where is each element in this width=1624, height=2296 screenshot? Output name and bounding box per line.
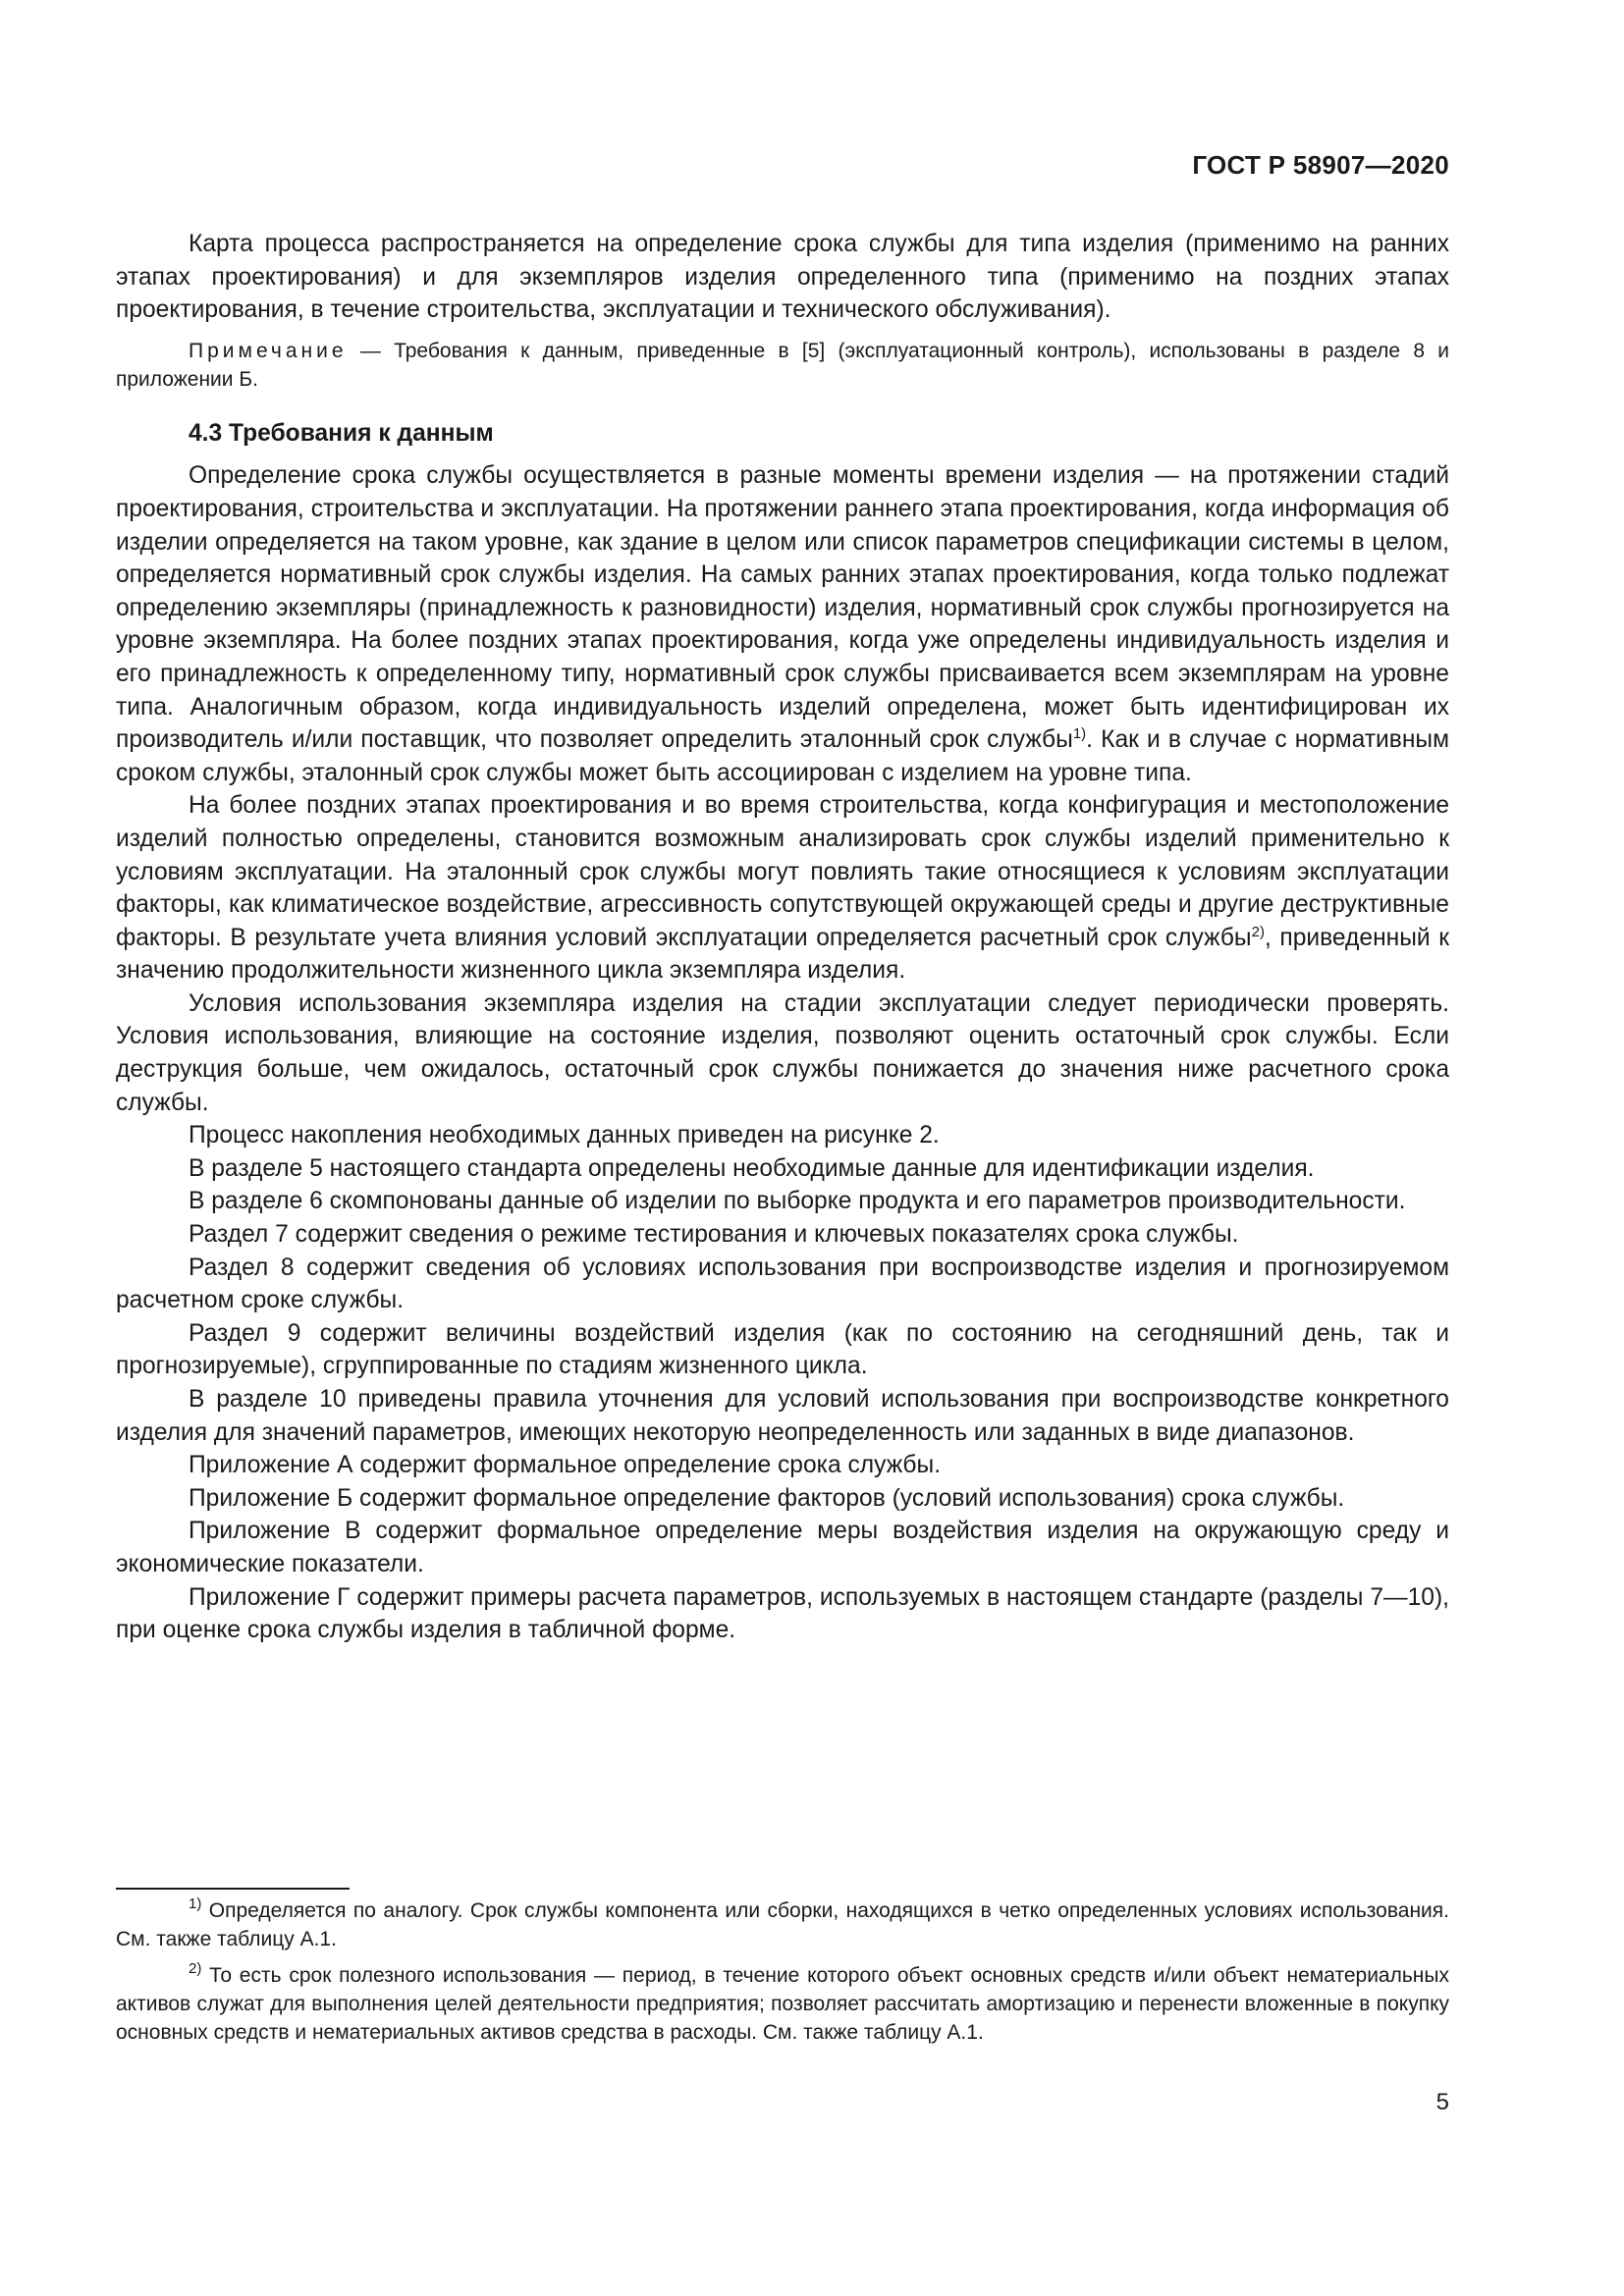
footnote — [116, 1896, 1449, 1953]
paragraph: Процесс накопления необходимых данных приведен на рисунке 2. — [189, 1122, 940, 1149]
footnote-text: Определяется по аналогу. Срок службы компонента или сборки, находящихся в четко определенных условиях использования. См. также таблицу А.1. — [116, 1899, 1449, 1950]
footnote-divider — [116, 1888, 350, 1890]
paragraph: Раздел 9 содержит величины воздействий изделия (как по состоянию на сегодняшний день, так и прогнозируемые), сгруппированные по стадиям жизненного цикла. — [116, 1319, 1449, 1380]
note-text: — Требования к данным, приведенные в [5] (эксплуатационный контроль), использованы в разделе 8 и приложении Б. — [116, 339, 1449, 391]
document-page — [116, 0, 1449, 2296]
paragraph-text: На более поздних этапах проектирования и во время строительства, когда конфигурация и местоположение изделий полностью определены, становится возможным анализировать срок службы изделий применительно к условиям эксплуатации. На эталонный срок службы могут повлиять такие относящиеся к условиям эксплуатации факторы, как климатическое воздействие, агрессивность сопутствующей окружающей среды и другие деструктивные факторы. В результате учета влияния условий эксплуатации определяется расчетный срок службы — [116, 792, 1449, 951]
paragraph: В разделе 10 приведены правила уточнения для условий использования при воспроизводстве конкретного изделия для значений параметров, имеющих некоторую неопределенность или заданных в виде диапазонов. — [116, 1386, 1449, 1446]
paragraph: Условия использования экземпляра изделия на стадии эксплуатации следует периодически проверять. Условия использования, влияющие на состояние изделия, позволяют оценить остаточный срок службы. Если деструкция больше, чем ожидалось, остаточный срок службы понижается до значения ниже расчетного срока службы. — [116, 989, 1449, 1116]
footnote — [116, 1961, 1449, 2047]
paragraph — [116, 459, 1449, 789]
paragraph: В разделе 5 настоящего стандарта определены необходимые данные для идентификации изделия. — [189, 1154, 1315, 1182]
footnote-marker: 2) — [189, 1960, 202, 1977]
paragraph: В разделе 6 скомпонованы данные об изделии по выборке продукта и его параметров производительности. — [189, 1188, 1406, 1215]
section-heading: 4.3 Требования к данным — [189, 419, 494, 447]
page-number: 5 — [1435, 2089, 1449, 2115]
paragraph: Приложение В содержит формальное определение меры воздействия изделия на окружающую среду и экономические показатели. — [116, 1518, 1449, 1577]
footnote-ref: 1) — [1072, 725, 1087, 743]
paragraph: Раздел 7 содержит сведения о режиме тестирования и ключевых показателях срока службы. — [189, 1221, 1239, 1249]
paragraph: Раздел 8 содержит сведения об условиях использования при воспроизводстве изделия и прогнозируемом расчетном сроке службы. — [116, 1254, 1449, 1314]
intro-paragraph: Карта процесса распространяется на определение срока службы для типа изделия (применимо на ранних этапах проектирования) и для экземпляров изделия определенного типа (применимо на поздних этапах проектирования, в течение строительства, эксплуатации и технического обслуживания). — [116, 231, 1449, 324]
paragraph-text: , приведенный к значению продолжительности жизненного цикла экземпляра изделия. — [116, 924, 1449, 985]
footnote-ref: 2) — [1251, 923, 1265, 940]
footnote-text: То есть срок полезного использования — период, в течение которого объект основных средств и/или объект нематериальных активов служат для выполнения целей деятельности предприятия; позволяет рассчитать амортизацию и перенести вложенные в покупку основных средств и нематериальных активов средства в расходы. См. также таблицу А.1. — [116, 1964, 1449, 2044]
paragraph-text: Определение срока службы осуществляется в разные моменты времени изделия — на протяжении стадий проектирования, строительства и эксплуатации. На протяжении раннего этапа проектирования, когда информация об изделии определяется на таком уровне, как здание в целом или список параметров спецификации системы в целом, определяется нормативный срок службы изделия. На самых ранних этапах проектирования, когда только подлежат определению экземпляры (принадлежность к разновидности) изделия, нормативный срок службы прогнозируется на уровне экземпляра. На более поздних этапах проектирования, когда уже определены индивидуальность изделия и его принадлежность к определенному типу, нормативный срок службы присваивается всем экземплярам на уровне типа. Аналогичным образом, когда индивидуальность изделий определена, может быть идентифицирован их производитель и/или поставщик, что позволяет определить эталонный срок службы — [116, 462, 1449, 754]
paragraph: Приложение Г содержит примеры расчета параметров, используемых в настоящем стандарте (разделы 7—10), при оценке срока службы изделия в табличной форме. — [116, 1583, 1449, 1644]
body-text — [116, 228, 1449, 1647]
paragraph-text: . Как и в случае с нормативным сроком службы, эталонный срок службы может быть ассоциирован с изделием на уровне типа. — [116, 726, 1449, 786]
paragraph — [116, 789, 1449, 988]
footnotes — [116, 1896, 1449, 2055]
note — [116, 337, 1449, 394]
note-label: Примечание — [189, 339, 348, 362]
document-code: ГОСТ Р 58907—2020 — [1192, 150, 1449, 180]
paragraph: Приложение Б содержит формальное определение факторов (условий использования) срока службы. — [189, 1484, 1345, 1512]
paragraph: Приложение А содержит формальное определение срока службы. — [189, 1452, 942, 1479]
footnote-marker: 1) — [189, 1896, 202, 1912]
